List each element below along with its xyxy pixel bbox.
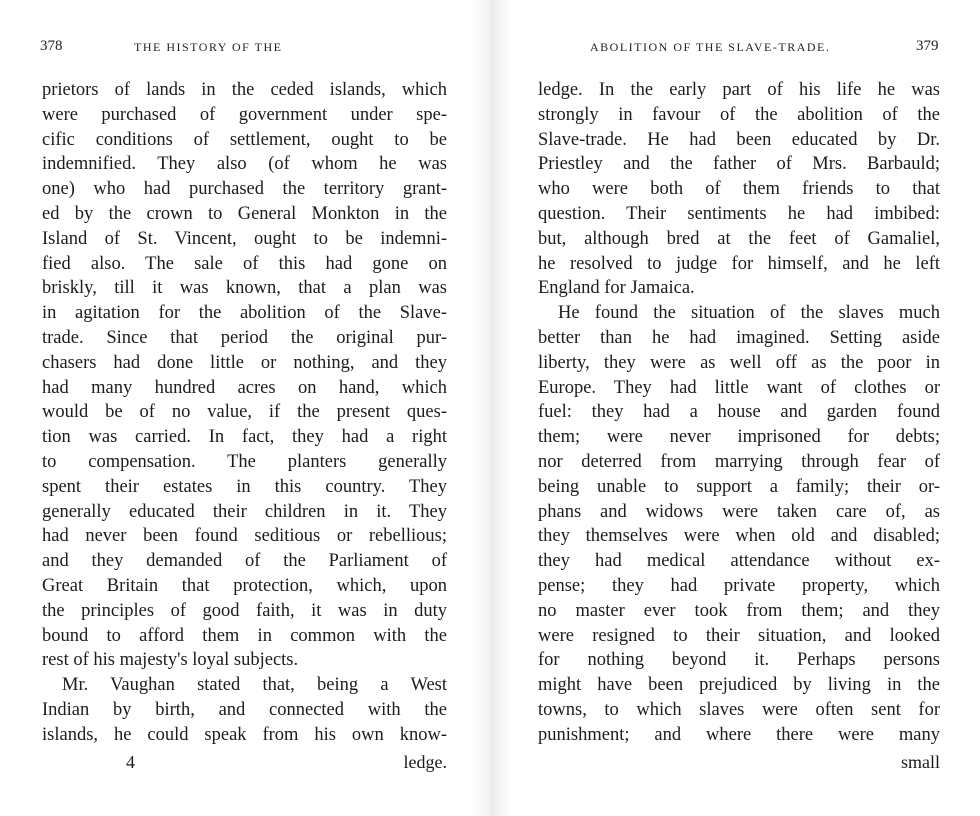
text-line: ed by the crown to General Monkton in the (42, 203, 447, 224)
text-line: nor deterred from marrying through fear of (538, 451, 940, 472)
left-running-head: THE HISTORY OF THE (134, 40, 283, 54)
text-line: punishment; and where there were many (538, 724, 940, 745)
text-line: had never been found seditious or rebellious; (42, 526, 447, 547)
text-line: to compensation. The planters generally (42, 451, 447, 472)
text-line: generally educated their children in it. They (42, 501, 447, 522)
text-line: were purchased of government under spe- (42, 104, 447, 125)
text-line: being unable to support a family; their or- (538, 476, 940, 497)
text-line: they themselves were when old and disabled; (538, 526, 940, 547)
signature-mark: 4 (126, 752, 135, 772)
book-gutter (470, 0, 510, 816)
right-catchword: small (901, 752, 940, 772)
text-line: trade. Since that period the original pur- (42, 327, 447, 348)
text-line: would be of no value, if the present ques- (42, 402, 447, 423)
text-line: Island of St. Vincent, ought to be indemni- (42, 228, 447, 249)
text-line: ledge. In the early part of his life he was (538, 80, 940, 100)
text-line: spent their estates in this country. They (42, 476, 447, 497)
right-page-header (590, 38, 960, 58)
text-line: Slave-trade. He had been educated by Dr. (538, 129, 940, 150)
right-page-footer (538, 752, 940, 778)
right-page-number: 379 (916, 38, 939, 54)
right-running-head: ABOLITION OF THE SLAVE-TRADE. (590, 40, 831, 54)
text-line: no master ever took from them; and they (538, 600, 940, 621)
left-page-number: 378 (40, 38, 63, 54)
text-line: bound to afford them in common with the (42, 625, 447, 646)
text-line: might have been prejudiced by living in the (538, 675, 940, 696)
text-line: phans and widows were taken care of, as (538, 501, 940, 522)
paragraph-start-line: Mr. Vaughan stated that, being a West (62, 675, 447, 696)
text-line: for nothing beyond it. Perhaps persons (538, 650, 940, 671)
left-page (0, 0, 470, 816)
text-line: Priestley and the father of Mrs. Barbauld; (538, 154, 940, 175)
text-line: but, although bred at the feet of Gamaliel, (538, 228, 940, 249)
text-line: them; were never imprisoned for debts; (538, 427, 940, 448)
paragraph-end-line: England for Jamaica. (538, 278, 695, 299)
text-line: Indian by birth, and connected with the (42, 699, 447, 720)
text-line: tion was carried. In fact, they had a right (42, 427, 447, 448)
text-line: the principles of good faith, it was in duty (42, 600, 447, 621)
text-line: and they demanded of the Parliament of (42, 551, 447, 572)
left-page-footer (42, 752, 447, 778)
text-line: had many hundred acres on hand, which (42, 377, 447, 398)
paragraph-start-line: He found the situation of the slaves much (558, 303, 940, 324)
text-line: one) who had purchased the territory grant- (42, 179, 447, 200)
text-line: were resigned to their situation, and looked (538, 625, 940, 646)
text-line: Great Britain that protection, which, upon (42, 575, 447, 596)
text-line: question. Their sentiments he had imbibed: (538, 203, 940, 224)
left-page-header (40, 38, 460, 58)
text-line: indemnified. They also (of whom he was (42, 154, 447, 175)
text-line: Europe. They had little want of clothes or (538, 377, 940, 398)
text-line: islands, he could speak from his own know- (42, 724, 447, 745)
left-catchword: ledge. (403, 752, 447, 772)
text-line: they had medical attendance without ex- (538, 551, 940, 572)
right-page (510, 0, 980, 816)
text-line: towns, to which slaves were often sent for (538, 699, 940, 720)
text-line: pense; they had private property, which (538, 575, 940, 596)
text-line: chasers had done little or nothing, and they (42, 352, 447, 373)
text-line: cific conditions of settlement, ought to be (42, 129, 447, 150)
text-line: better than he had imagined. Setting aside (538, 327, 940, 348)
left-page-body (42, 78, 447, 748)
text-line: prietors of lands in the ceded islands, which (42, 80, 447, 100)
text-line: who were both of them friends to that (538, 179, 940, 200)
text-line: he resolved to judge for himself, and he left (538, 253, 940, 274)
text-line: briskly, till it was known, that a plan was (42, 278, 447, 299)
paragraph-end-line: rest of his majesty's loyal subjects. (42, 650, 299, 671)
right-page-body (538, 78, 940, 748)
text-line: fuel: they had a house and garden found (538, 402, 940, 423)
text-line: liberty, they were as well off as the poor in (538, 352, 940, 373)
text-line: fied also. The sale of this had gone on (42, 253, 447, 274)
text-line: strongly in favour of the abolition of the (538, 104, 940, 125)
text-line: in agitation for the abolition of the Slave- (42, 303, 447, 324)
